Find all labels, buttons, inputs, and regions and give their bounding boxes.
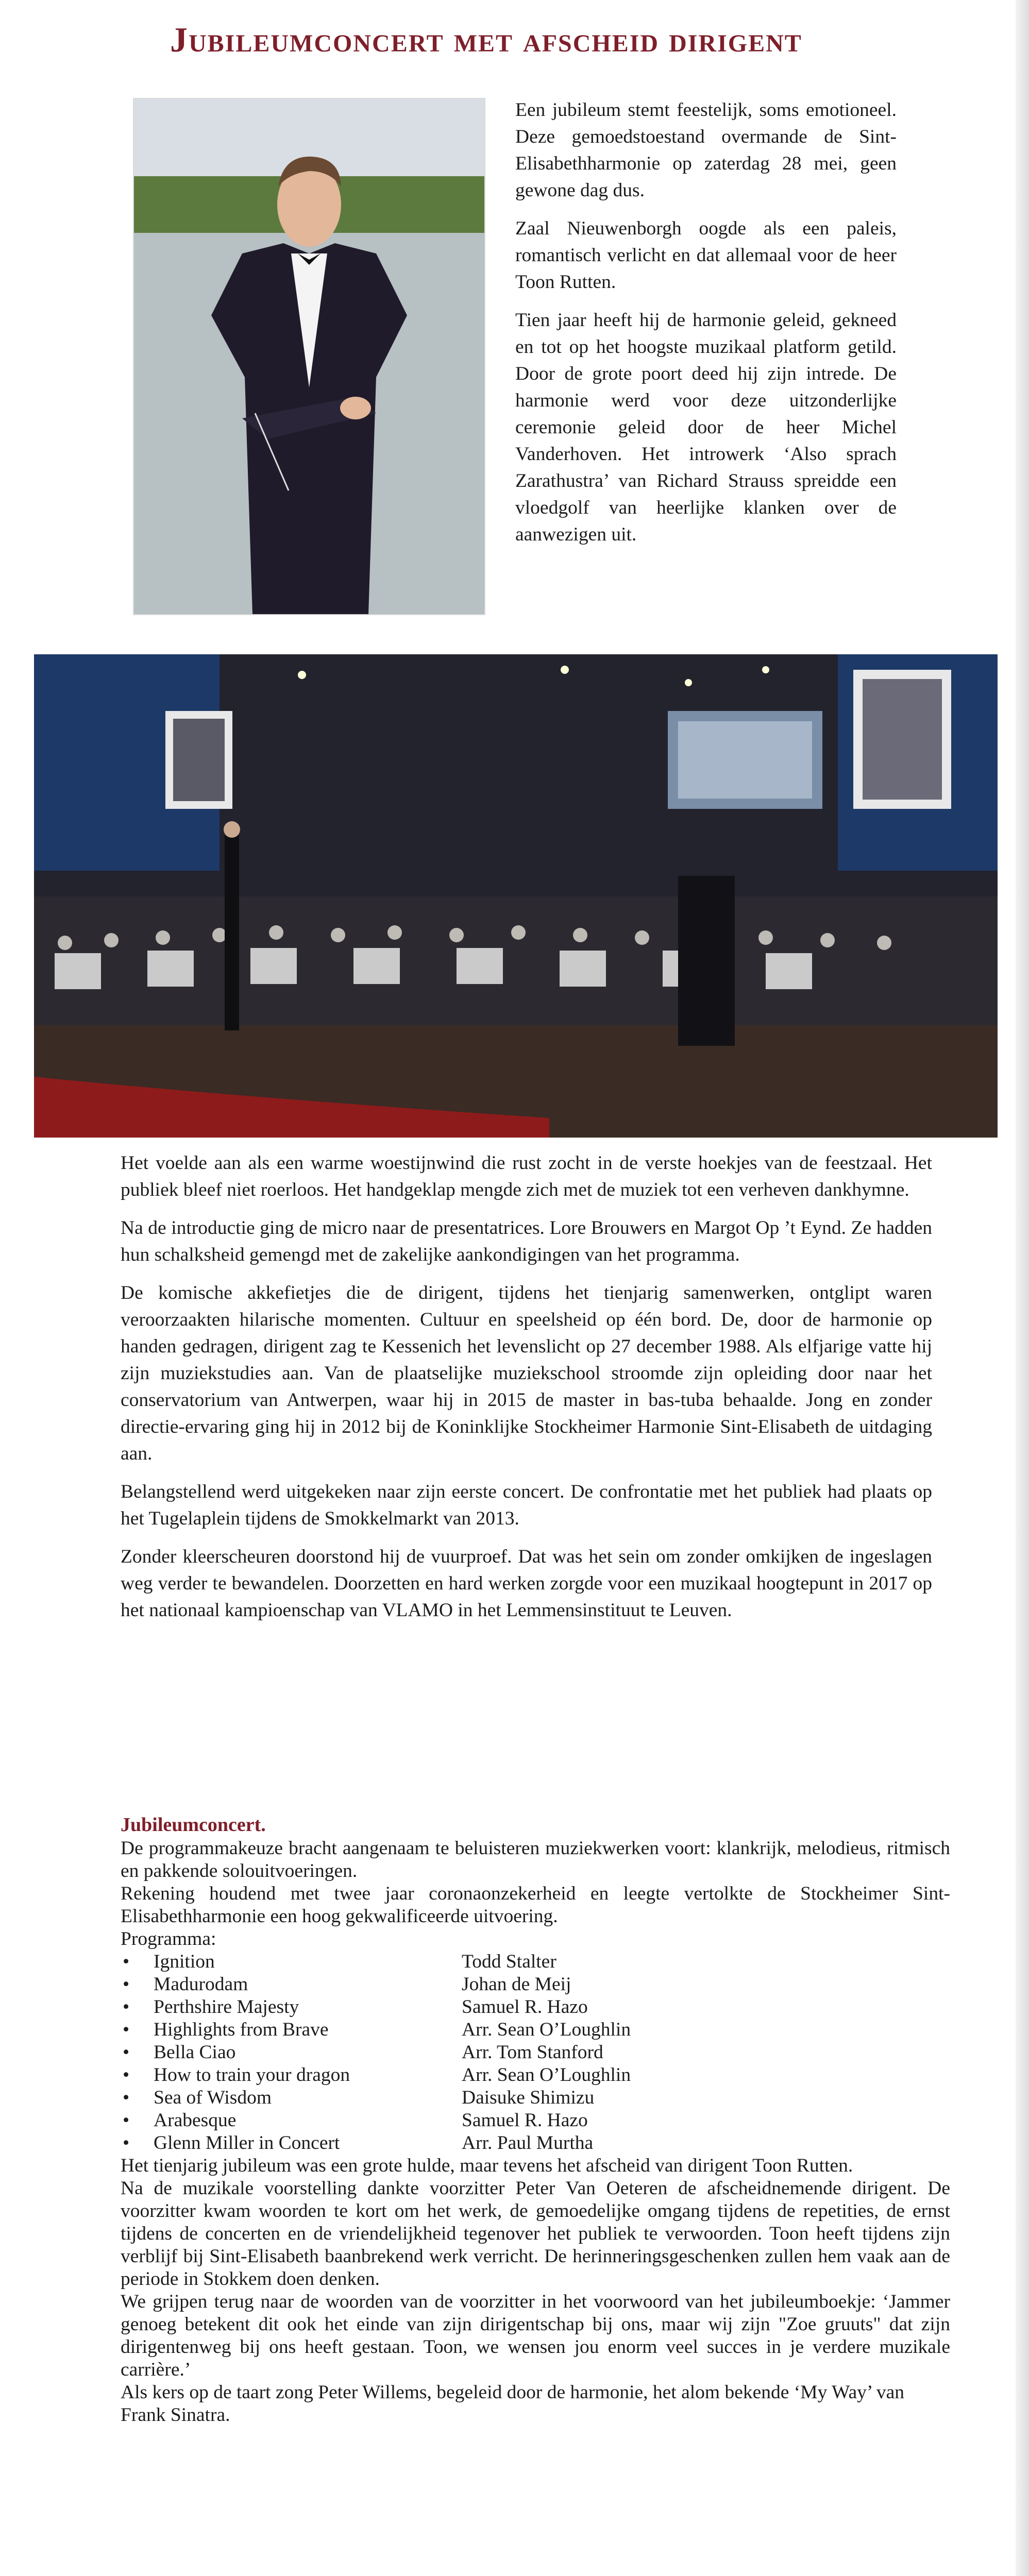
program-composer: Arr. Sean O’Loughlin — [462, 2064, 631, 2086]
body-paragraph: Na de introductie ging de micro naar de presentatrices. Lore Brouwers en Margot Op ’t Eynd. Ze hadden hun schalksheid gemengd met de zakelijke aankondigingen van het programma. — [121, 1217, 932, 1265]
bullet-icon: • — [123, 2110, 130, 2131]
bullet-icon: • — [123, 2132, 130, 2154]
jubileum-section — [121, 1814, 950, 2427]
program-title: Madurodam — [154, 1974, 248, 1995]
bullet-icon: • — [123, 2042, 130, 2063]
bullet-icon: • — [123, 1996, 130, 2018]
program-composer: Daisuke Shimizu — [462, 2087, 595, 2108]
program-composer: Samuel R. Hazo — [462, 1996, 588, 2018]
program-item — [121, 2087, 950, 2109]
bullet-icon: • — [123, 2087, 130, 2108]
program-item — [121, 1973, 950, 1996]
section-paragraph: Rekening houdend met twee jaar coronaonzekerheid en leegte vertolkte de Stockheimer Sint-Elisabethharmonie een hoog gekwalificeerde uitvoering. — [121, 1883, 950, 1927]
body-paragraph: Het voelde aan als een warme woestijnwind die rust zocht in de verste hoekjes van de feestzaal. Het publiek bleef niet roerloos. Het handgeklap mengde zich met de muziek tot een verheven dankhymne. — [121, 1153, 932, 1200]
article-body — [121, 1150, 932, 1635]
program-item — [121, 1951, 950, 1973]
section-paragraph: We grijpen terug naar de woorden van de voorzitter in het voorwoord van het jubileumboekje: ‘Jammer genoeg betekent dit ook het einde van zijn dirigentschap bij ons, maar wij zijn "Zoe gruuts" dat zijn dirigentenweg bij ons heeft gestaan. Toon, we wensen jou enorm veel succes in je verdere muzikale carrière.’ — [121, 2291, 950, 2380]
program-title: Ignition — [154, 1951, 215, 1972]
section-paragraph: Als kers op de taart zong Peter Willems, begeleid door de harmonie, het alom bekende ‘My Way’ van Frank Sinatra. — [121, 2382, 905, 2426]
program-composer: Todd Stalter — [462, 1951, 556, 1972]
bullet-icon: • — [123, 2064, 130, 2086]
program-label: Programma: — [121, 1928, 216, 1950]
program-title: Glenn Miller in Concert — [154, 2132, 340, 2154]
program-composer: Arr. Sean O’Loughlin — [462, 2019, 631, 2040]
program-item — [121, 2109, 950, 2132]
program-composer: Samuel R. Hazo — [462, 2110, 588, 2131]
program-title: Sea of Wisdom — [154, 2087, 272, 2108]
intro-paragraph: Een jubileum stemt feestelijk, soms emotioneel. Deze gemoedstoestand overmande de Sint-Elisabethharmonie op zaterdag 28 mei, geen gewone dag dus. — [515, 99, 897, 201]
bullet-icon: • — [123, 1951, 130, 1972]
program-item — [121, 2064, 950, 2087]
program-list — [121, 1951, 950, 2155]
body-paragraph: De komische akkefietjes die de dirigent, tijdens het tienjarig samenwerken, ontglipt waren veroorzaakten hilarische momenten. Cultuur en speelsheid op één bord. De, door de harmonie op handen gedragen, dirigent zag te Kessenich het levenslicht op 27 december 1988. Als elfjarige vatte hij zijn muziekstudies aan. Van de plaatselijke muziekschool stroomde zijn opleiding door naar het conservatorium van Antwerpen, waar hij in 2015 de master in bas-tuba behaalde. Jong en zonder directie-ervaring ging hij in 2012 bij de Koninklijke Stockheimer Harmonie Sint-Elisabeth de uitdaging aan. — [121, 1282, 932, 1464]
bullet-icon: • — [123, 2019, 130, 2040]
program-composer: Arr. Tom Stanford — [462, 2042, 603, 2063]
article-title: Jubileumconcert met afscheid dirigent — [170, 20, 802, 59]
program-item — [121, 2041, 950, 2064]
program-item — [121, 1996, 950, 2019]
intro-text-column — [515, 97, 897, 560]
conductor-portrait-photo — [133, 98, 485, 615]
program-title: Highlights from Brave — [154, 2019, 329, 2040]
page-edge — [1016, 0, 1029, 2576]
program-title: How to train your dragon — [154, 2064, 350, 2086]
program-composer: Arr. Paul Murtha — [462, 2132, 594, 2154]
program-composer: Johan de Meij — [462, 1974, 571, 1995]
program-item — [121, 2019, 950, 2041]
section-paragraph: Na de muzikale voorstelling dankte voorzitter Peter Van Oeteren de afscheidnemende dirigent. De voorzitter kwam woorden te kort om het werk, de gemoedelijke omgang tijdens de repetities, de ernst tijdens de concerten en de vriendelijkheid tegenover het publiek te verwoorden. Toon heeft tijdens zijn verblijf bij Sint-Elisabeth baanbrekend werk verricht. De herinneringsgeschenken zullen hem vaak aan de periode in Stokkem doen denken. — [121, 2178, 950, 2290]
program-item — [121, 2132, 950, 2155]
section-paragraph: De programmakeuze bracht aangenaam te beluisteren muziekwerken voort: klankrijk, melodieus, ritmisch en pakkende solouitvoeringen. — [121, 1838, 950, 1882]
program-title: Bella Ciao — [154, 2042, 236, 2063]
bullet-icon: • — [123, 1974, 130, 1995]
program-title: Perthshire Majesty — [154, 1996, 299, 2018]
program-title: Arabesque — [154, 2110, 237, 2131]
body-paragraph: Zonder kleerscheuren doorstond hij de vuurproef. Dat was het sein om zonder omkijken de ingeslagen weg verder te bewandelen. Doorzetten en hard werken zorgde voor een muzikaal hoogtepunt in 2017 op het nationaal kampioenschap van VLAMO in het Lemmensinstituut te Leuven. — [121, 1546, 932, 1621]
intro-paragraph: Tien jaar heeft hij de harmonie geleid, gekneed en tot op het hoogste muzikaal platform getild. Door de grote poort deed hij zijn intrede. De harmonie werd voor deze uitzonderlijke ceremonie geleid door de heer Michel Vanderhoven. Het introwerk ‘Also sprach Zarathustra’ van Richard Strauss spreidde een vloedgolf van heerlijke klanken over de aanwezigen uit. — [515, 310, 897, 545]
section-paragraph: Het tienjarig jubileum was een grote hulde, maar tevens het afscheid van dirigent Toon Rutten. — [121, 2155, 853, 2176]
section-heading: Jubileumconcert. — [121, 1814, 266, 1836]
intro-paragraph: Zaal Nieuwenborgh oogde als een paleis, romantisch verlicht en dat allemaal voor de heer Toon Rutten. — [515, 218, 897, 293]
concert-hall-photo — [34, 654, 998, 1138]
body-paragraph: Belangstellend werd uitgekeken naar zijn eerste concert. De confrontatie met het publiek had plaats op het Tugelaplein tijdens de Smokkelmarkt van 2013. — [121, 1481, 932, 1529]
